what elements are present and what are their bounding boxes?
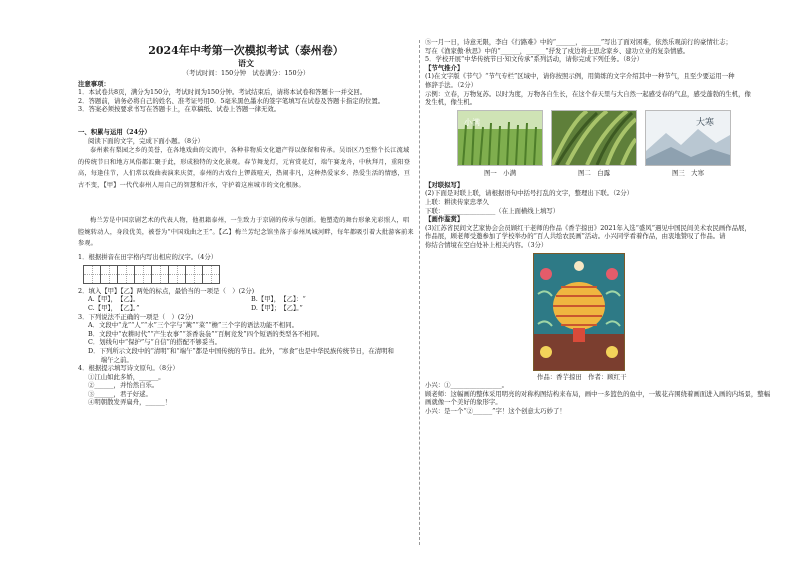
dialog-line: 画就像一个美好的象形字。	[425, 398, 502, 407]
option-b[interactable]: B.【甲】， 【乙】：“	[251, 295, 306, 304]
exam-meta: （考试时间：150分钟 试卷满分：150分）	[182, 69, 310, 77]
question-1: 1．根据拼音在田字格内写出相应的汉字。（4分）	[78, 253, 218, 262]
note-item: 3．答案必须按要求书写在答题卡上，在草稿纸、试卷上答题一律无效。	[78, 105, 281, 114]
svg-text:小满: 小满	[464, 117, 480, 127]
notes-heading: 注意事项：	[78, 79, 110, 88]
task3-text: 你结合情境在空白处补上相关内容。（3分）	[425, 240, 548, 249]
character-grid	[83, 265, 414, 284]
question-5: 5．学校开展“中华传统节日·知文传承”系列活动，请你完成下列任务。（8分）	[425, 55, 643, 64]
task1-text: 修辞手法。（2分）	[425, 80, 477, 89]
option-c[interactable]: C.【甲】， 【乙】。”	[88, 303, 140, 312]
painting-caption: 作品：香芋掠田 作者：顾红干	[537, 372, 627, 381]
caption-2: 图二 白露	[578, 168, 610, 177]
grid-cell[interactable]	[100, 265, 118, 284]
option-a[interactable]: A.【甲】， 【乙】。	[88, 295, 140, 304]
poem-continue-2: 写在《渔家傲·秋思》中的“______，______”抒发了戍边将士思念家乡、建功立业的复杂情感。	[425, 46, 690, 55]
dialog-line[interactable]: 小兴：①________________。	[425, 381, 509, 390]
q3-option[interactable]: C．划线句中“保护”与“自信”的搭配不够妥当。	[88, 338, 221, 347]
grid-cell[interactable]	[185, 265, 203, 284]
grid-cell[interactable]	[168, 265, 186, 284]
q3-option[interactable]: D．下列所示文段中的“清明”和“端午”都是中国传统的节日。此外，“寒食”也是中华民族传统节日，在清明和	[88, 346, 394, 355]
image-xiaoman	[457, 110, 543, 166]
caption-1: 图一 小满	[484, 168, 516, 177]
dialog-line: 顾老师：这幅画的整体采用明亮的对称构图结构来布局，画中一多篮色的鱼中，一簇花卉围绕着画面进入画的内场景，整幅	[425, 389, 771, 398]
svg-text:大寒: 大寒	[696, 117, 715, 128]
poem-blank[interactable]: ③______，君子好逑。	[88, 389, 152, 398]
right-column	[425, 38, 787, 415]
reading-passage-2: 梅兰芳是中国京剧艺术的代表人物，他祖籍泰州，一生致力于京剧的传承与创新。他塑造的舞台形象光彩照人，唱腔婉转动人，身段优美，被誉为“中国戏曲之王”。【乙】梅兰芳纪念馆坐落于泰州凤城河畔，每年都吸引着大批游客前来参观。	[78, 217, 414, 248]
question-4: 4．根据提示填写诗文原句。（8分）	[78, 364, 179, 373]
task1-example: 发生机，像生机。	[425, 98, 477, 107]
caption-3: 图三 大寒	[672, 168, 704, 177]
folk-painting	[533, 253, 625, 371]
couplet-lower[interactable]: 下联：________________（在上面横线上填写）	[425, 206, 560, 215]
task3-text: (3)江苏省民间文艺家协会会员顾红干老师的作品《香芋掠田》2021年入选“盛风”遇见中国民间美术农民画作品展，	[425, 223, 751, 232]
question-2: 2．填入【甲】【乙】两处的标点，最恰当的一项是（ ）(2分)	[78, 286, 255, 295]
image-bailu	[551, 110, 637, 166]
task2-text: (2)下面是对联上联，请根据语句中括号打乱的文字，整理出下联。（2分）	[425, 189, 634, 198]
poem-blank[interactable]: ②______，并怡然自乐。	[88, 381, 159, 390]
dialog-line[interactable]: 小兴：是一个“②______”字！这个创意太巧妙了！	[425, 406, 566, 415]
column-divider	[419, 40, 420, 545]
q3-option-cont: 端午之前。	[88, 355, 133, 364]
grid-cell[interactable]	[117, 265, 135, 284]
q3-option[interactable]: B．文段中“农耕时代”“产生农事”“茶香袅袅”“百舸竞发”四个短语的类型各不相同。	[88, 329, 324, 338]
task1-example: 示例：立春，万物复苏。以时为度，万物各自生长，在这个春天里与大自然一起感受春的气息，感受蓬勃的生机，像	[425, 89, 751, 98]
poem-continue-1: ⑤一月一日，诗意无限，李白《行路难》中的“______，______”写出了面对困难，依然乐观前行的豪情壮志；	[425, 38, 732, 46]
grid-cell[interactable]	[202, 265, 220, 284]
couplet-upper: 上联：耕读传家忠孝久	[425, 197, 489, 206]
grid-cell[interactable]	[83, 265, 101, 284]
task3-heading: 【画作鉴赏】	[425, 215, 464, 224]
note-item: 1．本试卷共8页，满分为150分，考试时间为150分钟。考试结束后，请将本试卷和答题卡一并交回。	[78, 88, 367, 97]
poem-blank[interactable]: ④明朝散发弄扁舟，______！	[88, 398, 172, 407]
grid-cell[interactable]	[151, 265, 169, 284]
q2-options-row-2	[78, 304, 414, 313]
task1-heading: 【节气推介】	[425, 63, 464, 72]
task3-text: 作品展，顾老师受邀参加了学校举办的“百人共绘农民画”活动。小兴同学看着作品，由衷地赞叹了作品。请	[425, 232, 726, 241]
grid-cell[interactable]	[134, 265, 152, 284]
subject-label: 语文	[238, 58, 254, 68]
note-item: 2．答题前，请务必将自己的姓名、准考证号用0．5毫米黑色墨水的签字笔填写在试卷及答题卡指定的位置。	[78, 96, 385, 105]
question-3: 3．下列说法不正确的一项是（ ）(2分)	[78, 312, 194, 321]
section-heading: 一、积累与运用（24分）	[78, 127, 151, 136]
image-captions	[457, 168, 787, 177]
q2-options-row-1	[78, 295, 414, 304]
image-dahan	[645, 110, 731, 166]
task2-heading: 【对联拟写】	[425, 180, 464, 189]
q3-option[interactable]: A．文段中“龙”“人”“水”三个字与“篱”“菜”“檐”三个字的语法功能不相同。	[88, 321, 298, 330]
exam-title: 2024年中考第一次模拟考试（泰州卷）	[148, 44, 344, 57]
reading-intro: 阅读下面的文字，完成下面小题。（8分）	[88, 136, 204, 145]
left-column	[78, 34, 414, 407]
solar-term-images	[457, 110, 787, 166]
poem-blank[interactable]: ①江山如此多娇，______。	[88, 372, 165, 381]
option-d[interactable]: D.【甲】； 【乙】。”	[251, 303, 303, 312]
task1-text: (1)在文字版《节气》“节气专栏”区域中，请你按照示例，用简练的文字介绍其中一种节气，且至少要运用一种	[425, 72, 735, 81]
reading-passage-1: 泰州素有梨园之乡的美誉，在各地戏曲的交流中，各种非物质文化遗产得以保留和传承。吴语区乃至整个长江流域的传统节日和地方风俗都汇聚于此，形成独特的文化景观。春节舞龙灯，元宵赏花灯，端午赛龙舟，中秋拜月，重阳登高，每逢佳节，人们常以戏曲表演来庆贺，泰州的古戏台上锣鼓喧天，热闹非凡，这种热爱家乡、热爱生活的情感，亘古不变，【甲】一代代泰州人用自己的智慧和汗水，守护着这座城市的文化根脉。	[78, 147, 411, 189]
